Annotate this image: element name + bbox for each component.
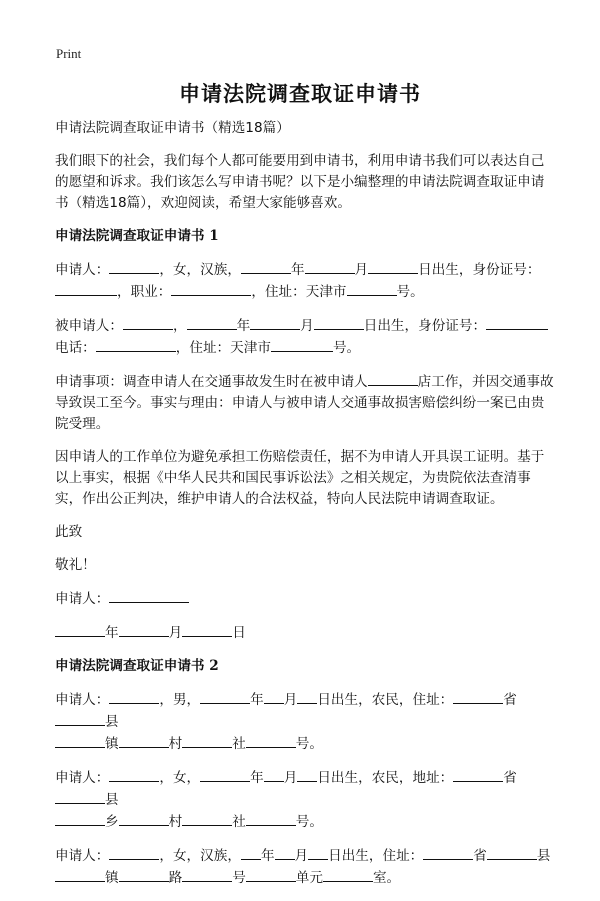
reason-paragraph: 因申请人的工作单位为避免承担工伤赔偿责任，据不为申请人开具误工证明。基于以上事实，根据《中华人民共和国民事诉讼法》之相关规定，为贵院依法查清事实，作出公正判决，维护申请人的合法权益，特向人民法院申请调查取证。 [55, 449, 545, 507]
blank-field [246, 733, 296, 748]
document-body [55, 118, 555, 901]
blank-field [182, 733, 232, 748]
blank-field [119, 811, 169, 826]
blank-field [55, 789, 105, 804]
document-title: 申请法院调查取证申请书 [179, 82, 421, 106]
blank-field [453, 689, 503, 704]
blank-field [271, 337, 333, 352]
blank-field [487, 845, 537, 860]
blank-field [55, 811, 105, 826]
blank-field [119, 867, 169, 882]
blank-field [297, 689, 317, 704]
blank-field [55, 733, 105, 748]
closing-line-1: 此致 [55, 524, 83, 540]
blank-field [123, 315, 173, 330]
blank-field [171, 281, 251, 296]
blank-field [368, 259, 418, 274]
blank-field [246, 811, 296, 826]
blank-field [347, 281, 397, 296]
applicant-paragraph-han: 申请人： ，女，汉族， 年 月 日出生，住址： 省 县 镇 路 号 单元 室。 [55, 845, 555, 889]
blank-field [297, 767, 317, 782]
respondent-paragraph: 被申请人： ， 年 月 日出生，身份证号：电话： ，住址：天津市 号。 [55, 315, 555, 359]
print-link[interactable]: Print [56, 46, 82, 61]
blank-field [305, 259, 355, 274]
blank-field [55, 281, 117, 296]
blank-field [486, 315, 548, 330]
blank-field [200, 767, 250, 782]
blank-field [187, 315, 237, 330]
blank-field [109, 689, 159, 704]
blank-field [119, 622, 169, 637]
applicant-paragraph-female: 申请人： ，女， 年 月 日出生，农民，地址： 省县 乡 村 社 号。 [55, 767, 555, 833]
blank-field [55, 711, 105, 726]
blank-field [314, 315, 364, 330]
blank-field [55, 622, 105, 637]
blank-field [453, 767, 503, 782]
blank-field [182, 867, 232, 882]
blank-field [368, 371, 418, 386]
applicant-paragraph: 申请人： ，女，汉族， 年 月 日出生，身份证号： ，职业： ，住址：天津市 号。 [55, 259, 555, 303]
blank-field [182, 811, 232, 826]
signature-line: 申请人： [55, 588, 555, 610]
matters-paragraph: 申请事项：调查申请人在交通事故发生时在被申请人 店工作，并因交通事故导致误工至今。事实与理由：申请人与被申请人交通事故损害赔偿纠纷一案已由贵院受理。 [55, 371, 555, 435]
subtitle: 申请法院调查取证申请书（精选18篇） [55, 120, 290, 136]
blank-field [323, 867, 373, 882]
blank-field [308, 845, 328, 860]
blank-field [109, 845, 159, 860]
applicant-paragraph-male: 申请人： ，男， 年 月 日出生，农民，住址： 省县 镇 村 社 号。 [55, 689, 555, 755]
blank-field [119, 733, 169, 748]
blank-field [109, 588, 189, 603]
blank-field [264, 767, 284, 782]
blank-field [55, 867, 105, 882]
closing-line-2: 敬礼！ [55, 557, 96, 573]
blank-field [200, 689, 250, 704]
blank-field [246, 867, 296, 882]
blank-field [275, 845, 295, 860]
blank-field [109, 259, 159, 274]
date-line: 年 月 日 [55, 622, 555, 644]
blank-field [182, 622, 232, 637]
section-heading-1: 申请法院调查取证申请书 1 [55, 228, 219, 244]
blank-field [241, 845, 261, 860]
blank-field [109, 767, 159, 782]
blank-field [264, 689, 284, 704]
blank-field [96, 337, 176, 352]
intro-paragraph: 我们眼下的社会，我们每个人都可能要用到申请书，利用申请书我们可以表达自己的愿望和诉求。我们该怎么写申请书呢？以下是小编整理的申请法院调查取证申请书（精选18篇），欢迎阅读，希望大家能够喜欢。 [55, 153, 545, 211]
section-heading-2: 申请法院调查取证申请书 2 [55, 658, 219, 674]
blank-field [241, 259, 291, 274]
blank-field [423, 845, 473, 860]
blank-field [250, 315, 300, 330]
